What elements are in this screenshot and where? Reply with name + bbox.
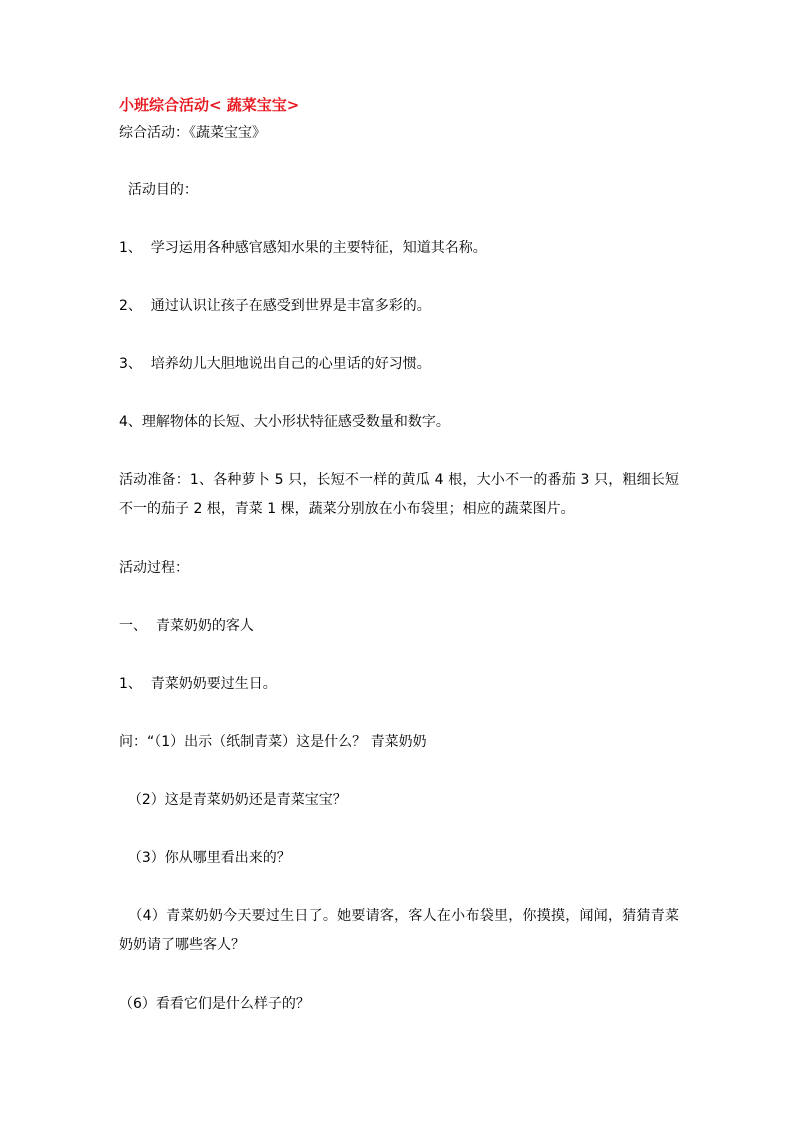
goal-item: 1、 学习运用各种感官感知水果的主要特征，知道其名称。 bbox=[119, 240, 487, 256]
goal-item: 3、 培养幼儿大胆地说出自己的心里话的好习惯。 bbox=[119, 356, 431, 372]
question-item: （3）你从哪里看出来的？ bbox=[119, 850, 291, 866]
step-item: 1、 青菜奶奶要过生日。 bbox=[119, 676, 277, 692]
process-heading: 活动过程： bbox=[119, 560, 189, 576]
goal-item: 2、 通过认识让孩子在感受到世界是丰富多彩的。 bbox=[119, 298, 431, 314]
question-item: （2）这是青菜奶奶还是青菜宝宝？ bbox=[119, 792, 347, 808]
question-item: （6）看看它们是什么样子的？ bbox=[119, 996, 310, 1012]
document-title: 小班综合活动< 蔬菜宝宝> bbox=[119, 96, 300, 114]
section-heading: 一、 青菜奶奶的客人 bbox=[119, 618, 254, 634]
question-item: （4）青菜奶奶今天要过生日了。她要请客，客人在小布袋里，你摸摸，闻闻，猜猜青菜奶奶请了哪些客人？ bbox=[119, 908, 680, 953]
question-item: 问：“（1）出示（纸制青菜）这是什么？ 青菜奶奶 bbox=[119, 734, 427, 750]
preparation-paragraph: 活动准备：1、各种萝卜 5 只，长短不一样的黄瓜 4 根，大小不一的番茄 3 只，粗细长短不一的茄子 2 根，青菜 1 棵，蔬菜分别放在小布袋里；相应的蔬菜图片。 bbox=[119, 472, 679, 517]
document-subtitle: 综合活动：《蔬菜宝宝》 bbox=[119, 125, 266, 141]
goal-item: 4、理解物体的长短、大小形状特征感受数量和数字。 bbox=[119, 414, 450, 430]
goals-heading: 活动目的： bbox=[119, 182, 198, 198]
